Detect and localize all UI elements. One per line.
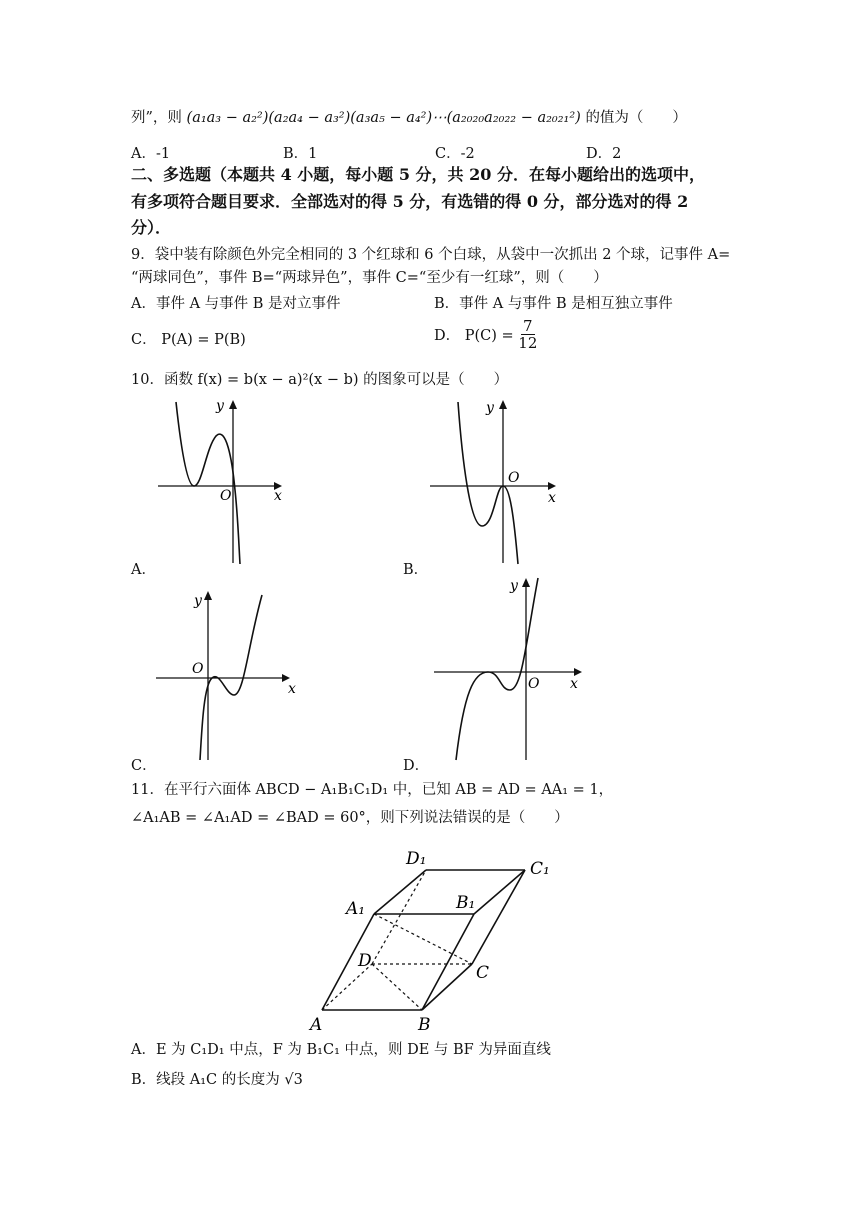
q9-stem-line2: “两球同色”，事件 B=“两球异色”，事件 C=“至少有一红球”，则（ ） (131, 270, 608, 286)
q9-option-d (434, 318, 537, 351)
q8-option-b: B．1 (283, 146, 318, 162)
graph-option-a (150, 398, 290, 568)
q9-option-c: C． P(A) = P(B) (131, 332, 246, 348)
q11-option-b: B．线段 A₁C 的长度为 √3 (131, 1072, 303, 1088)
graph-d-x-label: x (570, 676, 578, 692)
q9-stem-line1: 9．袋中装有除颜色外完全相同的 3 个红球和 6 个白球，从袋中一次抓出 2 个球，记事件 A= (131, 247, 731, 263)
q8-expression: (a₁a₃ − a₂²)(a₂a₄ − a₃²)(a₃a₅ − a₄²)⋯(a₂₀₂₀a₂₀₂₂ − a₂₀₂₁²) (186, 110, 581, 126)
graph-option-d (430, 572, 590, 760)
vertex-label-b: B (418, 1015, 431, 1035)
vertex-label-c: C (476, 963, 490, 983)
graph-b-x-label: x (548, 490, 556, 506)
graph-option-c (150, 585, 296, 760)
q8-option-c: C．-2 (435, 146, 475, 162)
q8-option-d: D．2 (586, 146, 622, 162)
section2-header-line1: 二、多选题（本题共 4 小题，每小题 5 分，共 20 分．在每小题给出的选项中， (131, 165, 705, 184)
q11-option-a: A．E 为 C₁D₁ 中点，F 为 B₁C₁ 中点，则 DE 与 BF 为异面直线 (131, 1042, 551, 1058)
graph-c-x-label: x (288, 681, 296, 697)
graph-b-origin: O (508, 470, 520, 486)
graph-a-y-label: y (216, 398, 224, 414)
q10-stem: 10．函数 f(x) = b(x − a)²(x − b) 的图象可以是（ ） (131, 372, 509, 388)
q8-stem-tail (131, 108, 687, 128)
graph-a-x-label: x (274, 488, 282, 504)
graph-b-label: B． (403, 562, 429, 578)
graph-a-label: A． (131, 562, 156, 578)
q9-option-b: B．事件 A 与事件 B 是相互独立事件 (434, 296, 673, 312)
q8-suffix: 的值为（ ） (585, 110, 687, 126)
graph-d-origin: O (528, 676, 540, 692)
vertex-label-d1: D₁ (406, 849, 427, 869)
graph-d-y-label: y (510, 578, 518, 594)
graph-d-label: D． (403, 758, 430, 774)
q9-option-a: A．事件 A 与事件 B 是对立事件 (131, 296, 341, 312)
vertex-label-d: D (358, 951, 372, 971)
parallelepiped-figure (300, 842, 570, 1037)
q8-prefix: 列”，则 (131, 110, 182, 126)
graph-c-label: C． (131, 758, 157, 774)
vertex-label-c1: C₁ (530, 859, 550, 879)
graph-c-origin: O (192, 661, 204, 677)
q11-stem-line1: 11．在平行六面体 ABCD − A₁B₁C₁D₁ 中，已知 AB = AD = AA₁ = 1， (131, 782, 614, 798)
graph-option-b (424, 398, 564, 568)
graph-c-y-label: y (194, 593, 202, 609)
fraction-numerator: 7 (523, 317, 533, 335)
vertex-label-a1: A₁ (346, 899, 366, 919)
vertex-label-a: A (310, 1015, 323, 1035)
q11-stem-line2: ∠A₁AB = ∠A₁AD = ∠BAD = 60°，则下列说法错误的是（ ） (131, 810, 569, 826)
q9-option-d-fraction (518, 318, 537, 351)
vertex-label-b1: B₁ (456, 893, 476, 913)
graph-a-origin: O (220, 488, 232, 504)
q8-option-a: A．-1 (131, 146, 171, 162)
section2-header-line2: 有多项符合题目要求．全部选对的得 5 分，有选错的得 0 分，部分选对的得 2 (131, 192, 689, 211)
graph-b-y-label: y (486, 400, 494, 416)
q9-option-d-label: D． P(C) = (434, 328, 514, 344)
fraction-denominator: 12 (518, 334, 538, 352)
section2-header-line3: 分）． (131, 218, 172, 237)
